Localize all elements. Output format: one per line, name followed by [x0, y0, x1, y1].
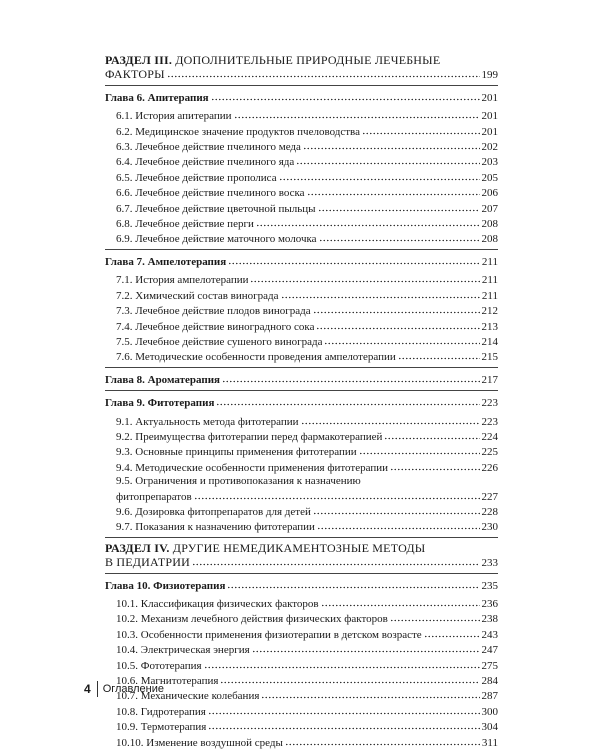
leader-dots	[234, 108, 480, 119]
leader-dots	[252, 642, 480, 653]
chapter-6-items	[105, 108, 498, 247]
leader-dots	[303, 139, 480, 150]
page-number: 230	[481, 521, 498, 534]
leader-dots	[192, 555, 480, 566]
chapter-7-items	[105, 272, 498, 364]
leader-dots	[301, 414, 480, 425]
page-number: 206	[481, 187, 498, 200]
leader-dots	[318, 201, 480, 212]
leader-dots	[167, 67, 480, 78]
page-number: 203	[481, 156, 498, 169]
entry-title: 6.7. Лечебное действие цветочной пыльцы	[116, 202, 316, 215]
page-number: 201	[481, 91, 498, 104]
chapter-10-heading[interactable]	[105, 578, 498, 593]
page-number: 235	[481, 579, 498, 592]
entry-title: 9.1. Актуальность метода фитотерапии	[116, 415, 299, 428]
entry-title: 6.5. Лечебное действие прополиса	[116, 171, 277, 184]
leader-dots	[261, 688, 479, 699]
leader-dots	[313, 504, 480, 515]
leader-dots	[384, 429, 479, 440]
entry-title: 10.9. Термотерапия	[116, 721, 207, 734]
toc-entry[interactable]	[105, 735, 498, 750]
page-number: 201	[481, 110, 498, 123]
entry-title: 10.3. Особенности применения физиотерапии в детском возрасте	[116, 628, 422, 641]
entry-title: 6.8. Лечебное действие перги	[116, 218, 254, 231]
entry-title: 10.2. Механизм лечебного действия физических факторов	[116, 613, 388, 626]
leader-dots	[211, 90, 480, 101]
page-number: 287	[481, 690, 498, 703]
leader-dots	[228, 254, 480, 265]
leader-dots	[319, 231, 480, 242]
toc-entry[interactable]	[105, 444, 498, 459]
entry-title: 7.6. Методические особенности проведения ампелотерапии	[116, 351, 396, 364]
page-number: 213	[481, 320, 498, 333]
divider	[105, 537, 498, 538]
leader-dots	[220, 673, 479, 684]
page-number: 211	[481, 274, 498, 287]
leader-dots	[359, 444, 480, 455]
section-4-title-line2-row[interactable]	[105, 555, 498, 570]
leader-dots	[362, 124, 480, 135]
section-4-heading	[105, 542, 498, 555]
chapter-9-items	[105, 414, 498, 535]
page-number: 284	[481, 675, 498, 688]
page-number: 304	[481, 721, 498, 734]
divider	[105, 85, 498, 86]
toc-entry[interactable]	[105, 319, 498, 334]
toc-entry[interactable]	[105, 627, 498, 642]
page-number: 217	[481, 373, 498, 386]
footer-label: Оглавление	[102, 683, 165, 695]
page-number: 247	[481, 644, 498, 657]
section-3-prefix: РАЗДЕЛ III.	[105, 53, 173, 67]
toc-entry[interactable]	[105, 154, 498, 169]
toc-entry[interactable]	[105, 460, 498, 475]
page-number: 211	[481, 289, 498, 302]
page-number: 236	[481, 598, 498, 610]
page-number: 207	[481, 202, 498, 215]
entry-title: 10.6. Магнитотерапия	[116, 675, 219, 688]
section-4-title-line1: ДРУГИЕ НЕМЕДИКАМЕНТОЗНЫЕ МЕТОДЫ	[169, 540, 426, 555]
page-number: 223	[481, 397, 498, 410]
chapter-10-items	[102, 596, 498, 750]
leader-dots	[194, 489, 480, 500]
page-number: 226	[481, 461, 498, 474]
leader-dots	[398, 349, 480, 360]
divider	[105, 390, 498, 391]
chapter-title: Глава 10. Физиотерапия	[105, 579, 226, 592]
page-number: 208	[481, 218, 498, 231]
toc-entry[interactable]	[105, 124, 498, 139]
leader-dots	[296, 154, 479, 165]
entry-title: 10.10. Изменение воздушной среды	[116, 736, 283, 749]
leader-dots	[250, 272, 479, 283]
leader-dots	[321, 596, 480, 607]
entry-title: 10.7. Механические колебания	[116, 690, 260, 703]
page-number: 243	[481, 628, 498, 641]
page-number: 300	[481, 705, 498, 718]
page-number: 211	[481, 255, 498, 268]
entry-title: 6.1. История апитерапии	[116, 110, 232, 123]
page-number: 215	[481, 351, 498, 364]
leader-dots	[307, 185, 480, 196]
page-number: 225	[481, 446, 498, 459]
page-number: 224	[481, 430, 498, 443]
entry-title: 6.6. Лечебное действие пчелиного воска	[116, 187, 305, 200]
toc-entry[interactable]	[105, 303, 498, 318]
toc-entry[interactable]	[105, 185, 498, 200]
leader-dots	[256, 216, 480, 227]
section-3-heading	[105, 54, 498, 67]
leader-dots	[208, 719, 479, 730]
toc-entry[interactable]	[105, 642, 498, 657]
entry-title: 9.4. Методические особенности применения фитотерапии	[116, 461, 388, 474]
page-number: 275	[481, 659, 498, 672]
chapter-8-heading[interactable]	[105, 372, 498, 387]
page-footer	[84, 681, 164, 697]
entry-title: 7.5. Лечебное действие сушеного винограда	[116, 335, 323, 348]
entry-title: 9.2. Преимущества фитотерапии перед фармакотерапией	[116, 430, 383, 443]
toc-entry[interactable]	[105, 216, 498, 231]
toc-entry[interactable]	[105, 231, 498, 246]
chapter-title: Глава 8. Ароматерапия	[105, 373, 220, 386]
leader-dots	[317, 519, 480, 530]
leader-dots	[281, 288, 480, 299]
toc-entry[interactable]	[105, 170, 498, 185]
page-number: 202	[481, 141, 498, 154]
chapter-9-heading[interactable]	[105, 395, 498, 410]
toc-entry[interactable]	[105, 429, 498, 444]
entry-title: 7.1. История ампелотерапии	[116, 274, 249, 287]
chapter-7-heading[interactable]	[105, 254, 498, 269]
leader-dots	[285, 735, 480, 746]
page-number: 208	[481, 233, 498, 246]
chapter-title: Глава 6. Апитерапия	[105, 91, 209, 104]
section-4-prefix: РАЗДЕЛ IV.	[105, 540, 170, 555]
entry-title: 7.3. Лечебное действие плодов винограда	[116, 305, 311, 318]
divider	[105, 249, 498, 250]
toc-entry-wrapped-line1[interactable]: 9.5. Ограничения и противопоказания к назначению	[116, 475, 361, 488]
toc-entry[interactable]	[105, 334, 498, 349]
leader-dots	[313, 303, 480, 314]
footer-page-number: 4	[84, 682, 91, 696]
entry-title: 10.5. Фототерапия	[116, 659, 202, 672]
leader-dots	[390, 611, 480, 622]
toc-entry[interactable]	[105, 201, 498, 216]
page-number: 199	[481, 69, 498, 82]
leader-dots	[208, 704, 480, 715]
entry-title: 6.4. Лечебное действие пчелиного яда	[116, 156, 295, 169]
divider	[105, 367, 498, 368]
entry-title: 6.9. Лечебное действие маточного молочка	[116, 233, 317, 246]
page-number: 228	[481, 505, 498, 518]
leader-dots	[279, 170, 480, 181]
entry-title: 6.2. Медицинское значение продуктов пчеловодства	[116, 125, 360, 138]
toc-entry[interactable]	[105, 414, 498, 429]
leader-dots	[324, 334, 479, 345]
page-number: 227	[481, 490, 498, 503]
entry-title: 10.1. Классификация физических факторов	[116, 598, 319, 610]
leader-dots	[222, 372, 480, 383]
section-4-title-line2: В ПЕДИАТРИИ	[105, 556, 190, 570]
leader-dots	[390, 460, 480, 471]
page-number: 238	[481, 613, 498, 626]
page-number: 205	[481, 171, 498, 184]
page-number: 223	[481, 415, 498, 428]
page-number: 311	[481, 736, 498, 749]
chapter-title: Глава 7. Ампелотерапия	[105, 255, 227, 268]
toc-entry[interactable]	[105, 139, 498, 154]
table-of-contents	[102, 53, 498, 750]
toc-entry[interactable]	[105, 272, 498, 287]
entry-title: 9.3. Основные принципы применения фитотерапии	[116, 446, 357, 459]
footer-divider	[97, 681, 98, 697]
toc-entry[interactable]	[105, 719, 498, 734]
section-3-title-line2-row[interactable]	[105, 67, 498, 82]
toc-entry[interactable]	[105, 519, 498, 534]
toc-entry[interactable]	[105, 288, 498, 303]
leader-dots	[424, 627, 480, 638]
divider	[105, 573, 498, 574]
entry-title: фитопрепаратов	[116, 490, 192, 503]
section-3-title-line2: ФАКТОРЫ	[105, 68, 165, 82]
toc-entry[interactable]	[105, 704, 498, 719]
toc-entry[interactable]	[105, 504, 498, 519]
toc-entry[interactable]	[105, 349, 498, 364]
page-number: 212	[481, 305, 498, 318]
page-number: 214	[481, 335, 498, 348]
toc-entry[interactable]	[105, 658, 498, 673]
entry-title: 6.3. Лечебное действие пчелиного меда	[116, 141, 301, 154]
leader-dots	[227, 578, 479, 589]
page-number: 233	[481, 557, 498, 570]
entry-title: 9.7. Показания к назначению фитотерапии	[116, 521, 315, 534]
entry-title: 10.8. Гидротерапия	[116, 705, 206, 718]
leader-dots	[204, 658, 480, 669]
entry-title: 7.4. Лечебное действие виноградного сока	[116, 320, 315, 333]
chapter-title: Глава 9. Фитотерапия	[105, 397, 215, 410]
leader-dots	[316, 319, 479, 330]
leader-dots	[216, 395, 479, 406]
toc-entry[interactable]	[105, 611, 498, 626]
page-number: 201	[481, 125, 498, 138]
toc-entry[interactable]	[105, 596, 498, 611]
entry-title: 9.6. Дозировка фитопрепаратов для детей	[116, 505, 311, 518]
toc-entry-wrapped-line2[interactable]	[105, 489, 498, 504]
entry-title: 10.4. Электрическая энергия	[116, 644, 250, 657]
section-3-title-line1: ДОПОЛНИТЕЛЬНЫЕ ПРИРОДНЫЕ ЛЕЧЕБНЫЕ	[172, 53, 441, 67]
toc-entry[interactable]	[105, 108, 498, 123]
entry-title: 7.2. Химический состав винограда	[116, 289, 279, 302]
chapter-6-heading[interactable]	[105, 90, 498, 105]
